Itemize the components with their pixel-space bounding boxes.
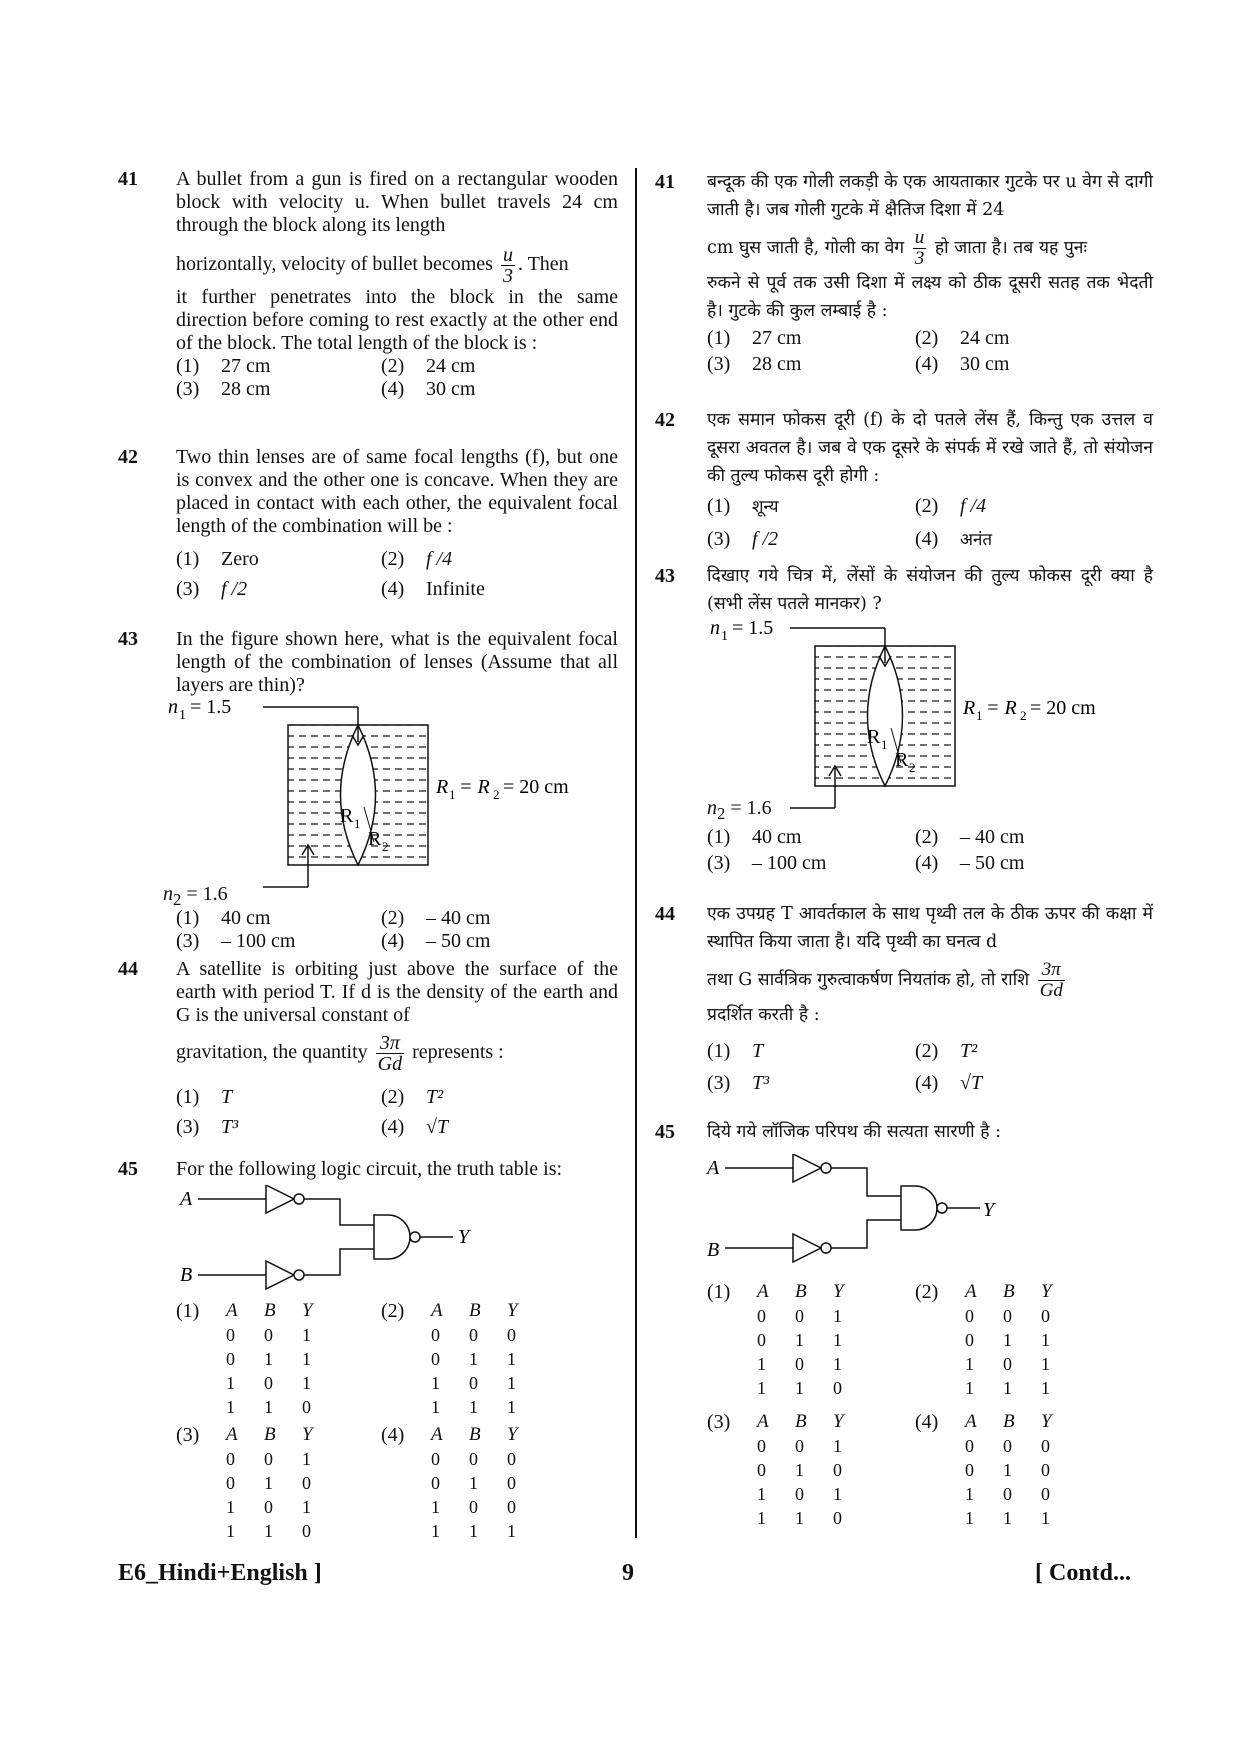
option-2[interactable]: (2) T² bbox=[915, 1040, 978, 1062]
options bbox=[707, 1035, 1153, 1099]
option-3[interactable]: (3) f /2 bbox=[707, 528, 779, 550]
n2-label: $n_2 = 1.6$ bbox=[707, 797, 772, 823]
options bbox=[176, 544, 618, 604]
svg-text:= R: = R bbox=[459, 776, 490, 798]
fraction-3pi-over-gd: $\frac{3\pi}{Gd}$ bbox=[1039, 959, 1063, 1001]
option-2[interactable]: (2) 24 cm bbox=[915, 327, 1010, 349]
options bbox=[707, 824, 1153, 876]
question-number: 45 bbox=[118, 1158, 138, 1180]
options bbox=[707, 490, 1153, 556]
option-1[interactable]: (1) T bbox=[176, 1086, 233, 1108]
question-text: दिये गये लॉजिक परिपथ की सत्यता सारणी है : bbox=[707, 1122, 1002, 1142]
question-text: प्रदर्शित करती है : bbox=[707, 1005, 820, 1025]
logic-circuit-diagram bbox=[118, 1185, 618, 1293]
svg-text:= 20 cm: = 20 cm bbox=[503, 776, 569, 798]
option-1[interactable]: (1) T bbox=[707, 1040, 764, 1062]
question-text: रुकने से पूर्व तक उसी दिशा में लक्ष्य को ठीक दूसरी सतह तक भेदती है। गुटके की कुल लम्बाई है : bbox=[707, 273, 1153, 321]
question-44-en bbox=[118, 958, 618, 1142]
question-41-hi bbox=[655, 168, 1153, 377]
question-45-en bbox=[118, 1158, 618, 1543]
svg-text:1: 1 bbox=[449, 787, 456, 802]
svg-text:2: 2 bbox=[382, 839, 389, 854]
question-text-line: horizontally, velocity of bullet becomes $\frac{u}{3}$ . Then bbox=[176, 244, 569, 287]
option-2[interactable]: (2) – 40 cm bbox=[915, 826, 1025, 848]
question-number: 43 bbox=[118, 628, 138, 650]
option-4[interactable]: (4) – 50 cm bbox=[381, 930, 491, 952]
svg-text:2: 2 bbox=[909, 760, 916, 775]
fraction-3pi-over-gd: $\frac{3\pi}{Gd}$ bbox=[377, 1032, 403, 1075]
option-3[interactable]: (3) T³ bbox=[707, 1072, 770, 1094]
truth-table-option-2[interactable]: (2) A B Y 0 0 0 0 1 1 1 0 1 1 1 1 bbox=[381, 1300, 518, 1417]
r-equation: R bbox=[963, 697, 976, 719]
question-43-hi bbox=[655, 562, 1153, 876]
lens-figure bbox=[118, 697, 618, 909]
options bbox=[176, 907, 618, 953]
svg-text:2: 2 bbox=[493, 787, 500, 802]
question-42-hi bbox=[655, 406, 1153, 556]
option-4[interactable]: (4) Infinite bbox=[381, 578, 485, 600]
question-42-en bbox=[118, 446, 618, 604]
question-text: A satellite is orbiting just above the surface of the earth with period T. If d is the density of the earth and G is the universal constant of bbox=[176, 958, 618, 1026]
option-4[interactable]: (4) 30 cm bbox=[381, 378, 476, 400]
option-2[interactable]: (2) 24 cm bbox=[381, 355, 476, 377]
input-a-label: A bbox=[180, 1188, 193, 1210]
option-4[interactable]: (4) 30 cm bbox=[915, 353, 1010, 375]
logic-circuit-diagram bbox=[655, 1154, 1153, 1266]
question-41-en bbox=[118, 168, 618, 401]
option-3[interactable]: (3) 28 cm bbox=[176, 378, 271, 400]
n2-label: $n_2 = 1.6$ bbox=[163, 883, 228, 909]
question-text-line: तथा G सार्वत्रिक गुरुत्वाकर्षण नियतांक हो, तो राशि $\frac{3\pi}{Gd}$ bbox=[707, 959, 1063, 1001]
logic-circuit-figure bbox=[118, 1185, 618, 1293]
option-2[interactable]: (2) f /4 bbox=[381, 548, 453, 570]
r2-inner-label: R bbox=[895, 749, 909, 771]
question-text: For the following logic circuit, the truth table is: bbox=[176, 1158, 563, 1180]
n1-label: n bbox=[168, 697, 178, 718]
options bbox=[707, 325, 1153, 377]
option-1[interactable]: (1) 27 cm bbox=[707, 327, 802, 349]
options bbox=[176, 1082, 618, 1142]
option-4[interactable]: (4) √T bbox=[381, 1116, 449, 1138]
question-text: it further penetrates into the block in the same direction before coming to rest exactly at the other end of the block. The total length of the block is : bbox=[176, 286, 618, 354]
option-4[interactable]: (4) अनंत bbox=[915, 528, 993, 550]
r1-inner-label: R bbox=[340, 805, 354, 827]
logic-circuit-figure bbox=[655, 1154, 1153, 1266]
option-3[interactable]: (3) 28 cm bbox=[707, 353, 802, 375]
input-b-label: B bbox=[707, 1239, 720, 1261]
option-3[interactable]: (3) – 100 cm bbox=[176, 930, 296, 952]
question-text-line: cm घुस जाती है, गोली का वेग $\frac{u}{3}$ हो जाता है। तब यह पुनः bbox=[707, 227, 1088, 269]
truth-table-option-2[interactable]: (2) A B Y 0 0 0 0 1 1 1 0 1 1 1 1 bbox=[915, 1281, 1052, 1398]
svg-text:= 1.5: = 1.5 bbox=[190, 697, 232, 718]
option-2[interactable]: (2) – 40 cm bbox=[381, 907, 491, 929]
question-text: दिखाए गये चित्र में, लेंसों के संयोजन की तुल्य फोकस दूरी क्या है (सभी लेंस पतले मानकर) ? bbox=[707, 566, 1153, 614]
output-y-label: Y bbox=[458, 1226, 470, 1248]
r2-inner-label: R bbox=[368, 828, 382, 850]
output-y-label: Y bbox=[983, 1199, 995, 1221]
svg-text:1: 1 bbox=[179, 708, 186, 723]
truth-table-option-3[interactable]: (3) A B Y 0 0 1 0 1 0 1 0 1 1 1 0 bbox=[176, 1424, 313, 1541]
input-b-label: B bbox=[180, 1264, 193, 1286]
question-text: एक उपग्रह T आवर्तकाल के साथ पृथ्वी तल के ठीक ऊपर की कक्षा में स्थापित किया जाता है। यदि पृथ्वी का घनत्व d bbox=[707, 904, 1153, 952]
truth-table-options bbox=[707, 1280, 1153, 1530]
option-1[interactable]: (1) 40 cm bbox=[707, 826, 802, 848]
options bbox=[176, 355, 618, 401]
question-number: 45 bbox=[655, 1121, 675, 1143]
question-text: एक समान फोकस दूरी (f) के दो पतले लेंस हैं, किन्तु एक उत्तल व दूसरा अवतल है। जब वे एक दूसरे के संपर्क में रखे जाते हैं, तो संयोजन की तुल्य फोकस दूरी होगी : bbox=[707, 410, 1153, 486]
question-text: बन्दूक की एक गोली लकड़ी के एक आयताकार गुटके पर u वेग से दागी जाती है। जब गोली गुटके में क्षैतिज दिशा में 24 bbox=[707, 172, 1153, 220]
lens-combination-diagram bbox=[655, 618, 1153, 818]
option-4[interactable]: (4) – 50 cm bbox=[915, 852, 1025, 874]
fraction-u-over-3: $\frac{u}{3}$ bbox=[914, 227, 925, 269]
question-text: In the figure shown here, what is the equivalent focal length of the combination of lenses (Assume that all layers are thin)? bbox=[176, 628, 618, 696]
question-text: Two thin lenses are of same focal lengths (f), but one is convex and the other one is concave. When they are placed in contact with each other, the equivalent focal length of the combination will be : bbox=[176, 446, 618, 537]
svg-text:= 1.5: = 1.5 bbox=[732, 618, 774, 639]
svg-text:1: 1 bbox=[721, 629, 728, 644]
option-1[interactable]: (1) 40 cm bbox=[176, 907, 271, 929]
option-3[interactable]: (3) T³ bbox=[176, 1116, 239, 1138]
r1-inner-label: R bbox=[867, 726, 881, 748]
truth-table-option-4[interactable]: (4) A B Y 0 0 0 0 1 0 1 0 0 1 1 1 bbox=[915, 1411, 1052, 1528]
question-45-hi bbox=[655, 1118, 1153, 1530]
option-1[interactable]: (1) 27 cm bbox=[176, 355, 271, 377]
question-44-hi bbox=[655, 900, 1153, 1099]
truth-table-options bbox=[176, 1299, 618, 1543]
input-a-label: A bbox=[707, 1157, 720, 1179]
svg-text:1: 1 bbox=[881, 737, 888, 752]
svg-text:1: 1 bbox=[976, 708, 983, 723]
truth-table-option-3[interactable]: (3) A B Y 0 0 1 0 1 0 1 0 1 1 1 0 bbox=[707, 1411, 844, 1528]
option-4[interactable]: (4) √T bbox=[915, 1072, 983, 1094]
option-1[interactable]: (1) Zero bbox=[176, 548, 259, 570]
lens-combination-diagram bbox=[118, 697, 618, 897]
r-equation: R bbox=[436, 776, 449, 798]
option-3[interactable]: (3) – 100 cm bbox=[707, 852, 827, 874]
svg-text:1: 1 bbox=[354, 816, 361, 831]
column-divider bbox=[635, 168, 637, 1538]
question-text-line: gravitation, the quantity $\frac{3\pi}{Gd}$ represents : bbox=[176, 1032, 504, 1075]
svg-text:= 20 cm: = 20 cm bbox=[1030, 697, 1096, 719]
truth-table-option-4[interactable]: (4) A B Y 0 0 0 0 1 0 1 0 0 1 1 1 bbox=[381, 1424, 518, 1541]
svg-text:2: 2 bbox=[1020, 708, 1027, 723]
question-text: A bullet from a gun is fired on a rectangular wooden block with velocity u. When bullet travels 24 cm through the block along its length bbox=[176, 168, 618, 236]
question-number: 42 bbox=[655, 409, 675, 431]
option-2[interactable]: (2) f /4 bbox=[915, 495, 987, 517]
option-2[interactable]: (2) T² bbox=[381, 1086, 444, 1108]
question-number: 43 bbox=[655, 565, 675, 587]
question-43-en bbox=[118, 628, 618, 953]
fraction-u-over-3: $\frac{u}{3}$ bbox=[502, 244, 513, 287]
question-number: 41 bbox=[118, 168, 138, 190]
question-number: 41 bbox=[655, 171, 675, 193]
continued-label: [ Contd... bbox=[1035, 1560, 1132, 1586]
n1-label: n bbox=[710, 618, 720, 639]
paper-code: E6_Hindi+English ] bbox=[118, 1560, 322, 1586]
truth-table-option-1[interactable]: (1) A B Y 0 0 1 0 1 1 1 0 1 1 1 0 bbox=[176, 1300, 313, 1417]
svg-text:= R: = R bbox=[986, 697, 1017, 719]
page-number: 9 bbox=[622, 1560, 634, 1586]
option-1[interactable]: (1) शून्य bbox=[707, 495, 779, 517]
option-3[interactable]: (3) f /2 bbox=[176, 578, 248, 600]
question-number: 42 bbox=[118, 446, 138, 468]
lens-figure bbox=[655, 618, 1153, 823]
question-number: 44 bbox=[655, 903, 675, 925]
truth-table-option-1[interactable]: (1) A B Y 0 0 1 0 1 1 1 0 1 1 1 0 bbox=[707, 1281, 844, 1398]
question-number: 44 bbox=[118, 958, 138, 980]
